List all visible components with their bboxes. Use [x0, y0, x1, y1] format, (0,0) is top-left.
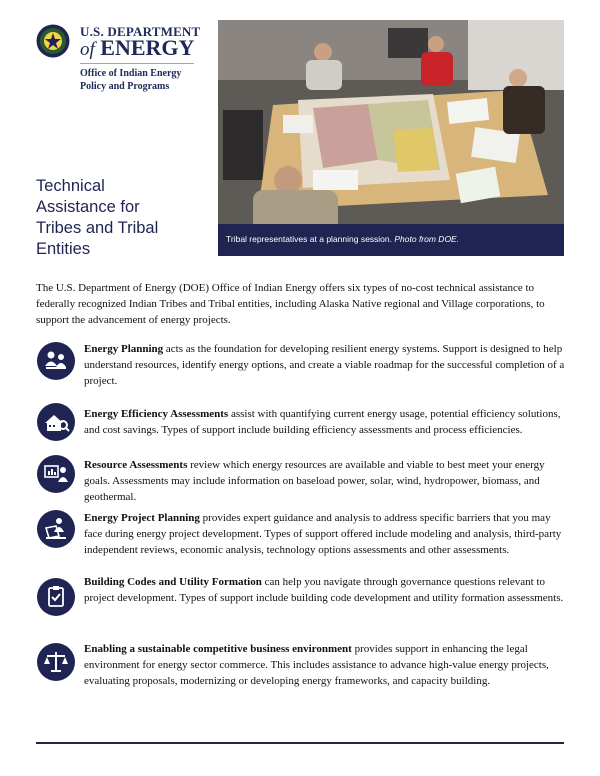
presenter-chart-icon [37, 455, 75, 493]
item-heading: Energy Planning [84, 343, 164, 355]
item-body: assist with quantifying current energy usage, potential efficiency solutions, and cost savings. Types of support include building efficiency assessments and process efficiencies. [84, 408, 561, 436]
scales-icon [37, 643, 75, 681]
item-resource-assessments [84, 457, 566, 505]
laptop-user-icon [37, 510, 75, 548]
item-heading: Resource Assessments [84, 459, 188, 471]
planning-session-photo [218, 20, 564, 256]
item-energy-planning [84, 341, 566, 389]
logo-divider [80, 63, 194, 64]
item-body: can help you navigate through governance questions relevant to project development. Types of support include building code development and utility formation assessments. [84, 576, 564, 604]
photo-credit: Photo from DOE. [394, 234, 460, 244]
page-title-line1: Technical [36, 177, 105, 195]
item-heading: Energy Efficiency Assessments [84, 408, 229, 420]
agency-name-energy [80, 37, 194, 61]
page-title-line2: Assistance for [36, 198, 140, 216]
page-title-line4: Entities [36, 240, 91, 258]
item-heading: Energy Project Planning [84, 512, 200, 524]
photo-caption [226, 234, 459, 244]
item-body: acts as the foundation for developing resilient energy systems. Support is designed to help understand resources, identify energy options, and create a viable roadmap for the successful completion of a project. [84, 343, 565, 387]
intro-paragraph: The U.S. Department of Energy (DOE) Office of Indian Energy offers six types of no-cost technical assistance to federally recognized Indian Tribes and Tribal entities, including Alaska Native regional and Village corporations, to support the advancement of energy projects. [36, 282, 545, 326]
photo-caption-text: Tribal representatives at a planning session. [226, 234, 392, 244]
item-body: provides expert guidance and analysis to address specific barriers that you may face during energy project development. Types of support offered include modeling and analysis, third-party independent reviews, economic analysis, technology options assessments and other assessments. [84, 512, 562, 556]
item-heading: Enabling a sustainable competitive business environment [84, 643, 352, 655]
office-name-line2: Policy and Programs [80, 81, 170, 92]
agency-name-top: U.S. DEPARTMENT [80, 24, 201, 39]
item-energy-project-planning [84, 510, 566, 558]
item-body: provides support in enhancing the legal environment for energy sector commerce. This includes assistance to advance high-value energy projects, evaluating proposals, modernizing or developing energy frameworks, and capacity building. [84, 643, 549, 687]
item-body: review which energy resources are available and viable to best meet your energy goals. Assessments may include information on baseload power, solar, wind, hydropower, biomass, and geothermal. [84, 459, 545, 503]
agency-name-of: of [80, 39, 95, 60]
office-name-line1: Office of Indian Energy [80, 68, 182, 79]
item-building-codes [84, 574, 566, 606]
footer-divider [36, 742, 564, 744]
page-title-line3: Tribes and Tribal [36, 219, 159, 237]
item-heading: Building Codes and Utility Formation [84, 576, 262, 588]
page-title [36, 176, 206, 260]
building-magnifier-icon [37, 403, 75, 441]
item-business-environment [84, 641, 566, 689]
clipboard-check-icon [37, 578, 75, 616]
item-energy-efficiency [84, 406, 566, 438]
office-name [80, 67, 220, 93]
people-planning-icon [37, 342, 75, 380]
doe-seal-icon [36, 24, 70, 58]
agency-name-energy-word: ENERGY [100, 35, 195, 60]
